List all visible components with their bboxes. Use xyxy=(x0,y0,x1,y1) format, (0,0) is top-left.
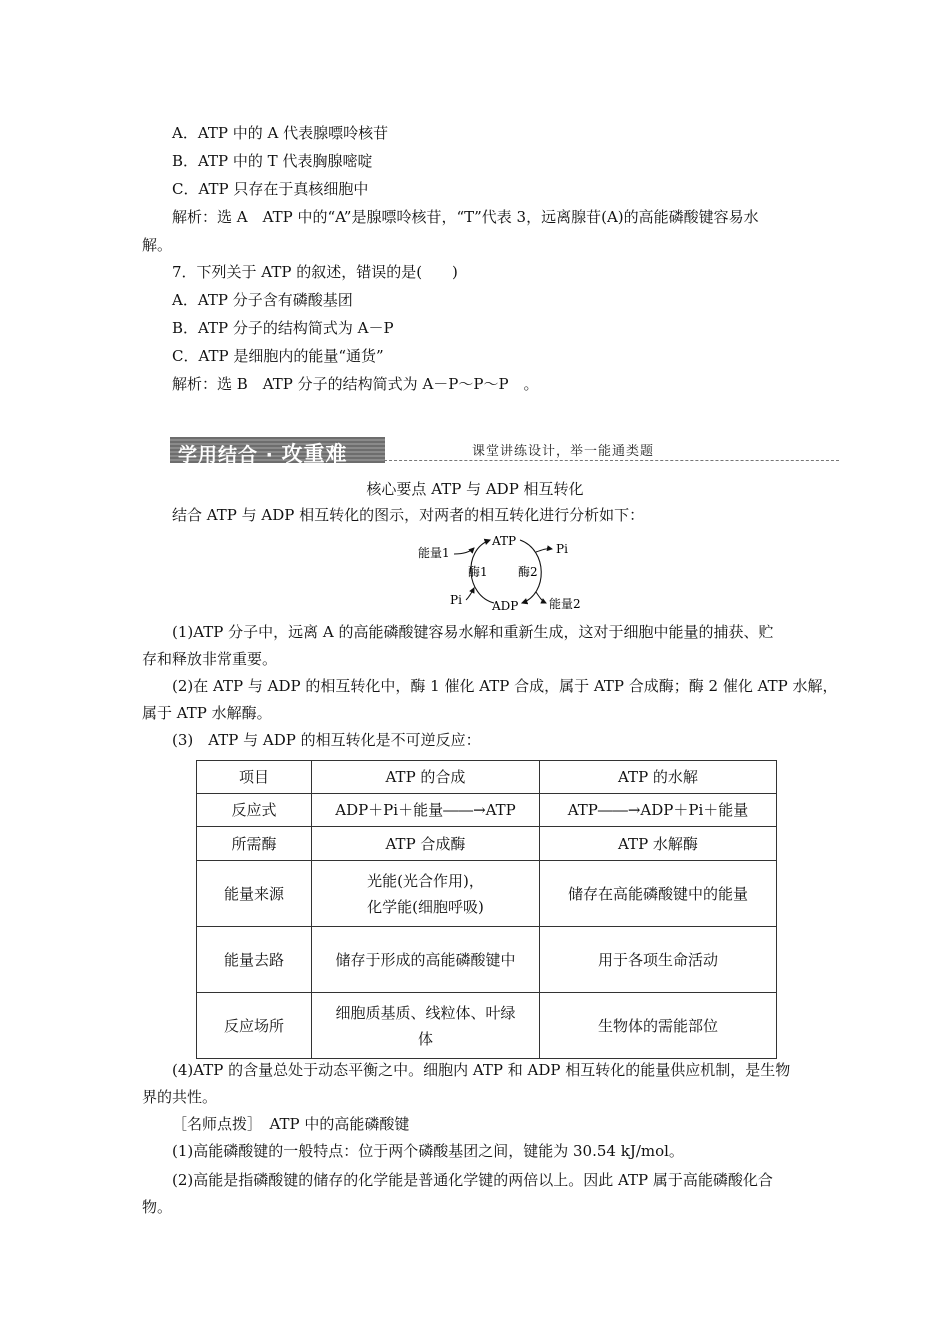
table-row xyxy=(197,993,777,1059)
adp-label: ADP xyxy=(492,599,519,613)
banner-title: 学用结合 · 攻重难 xyxy=(178,442,348,466)
table-row xyxy=(197,927,777,993)
table-row xyxy=(197,861,777,927)
q7-option-b: B．ATP 分子的结构简式为 A－P xyxy=(172,319,394,337)
table-cell: 反应式 xyxy=(197,794,312,827)
table-header-row xyxy=(197,761,777,794)
table-cell: 储存在高能磷酸键中的能量 xyxy=(540,861,777,927)
table-cell: 项目 xyxy=(197,761,312,794)
q7-option-c: C．ATP 是细胞内的能量“通货” xyxy=(172,347,384,365)
energy2-label: 能量2 xyxy=(549,597,581,611)
table-cell: ATP 的水解 xyxy=(540,761,777,794)
point3: (3) ATP 与 ADP 的相互转化是不可逆反应： xyxy=(172,731,481,749)
point4-cont: 界的共性。 xyxy=(142,1088,218,1106)
comparison-table xyxy=(196,760,777,1059)
table-cell: 储存于形成的高能磷酸键中 xyxy=(312,927,540,993)
tip-2-cont: 物。 xyxy=(142,1198,173,1216)
enzyme1-label: 酶1 xyxy=(468,565,488,579)
table-cell: ATP 的合成 xyxy=(312,761,540,794)
point4: (4)ATP 的含量总处于动态平衡之中。细胞内 ATP 和 ADP 相互转化的能量供应机制，是生物 xyxy=(172,1061,791,1079)
q7-option-a: A．ATP 分子含有磷酸基团 xyxy=(172,291,353,309)
table-row xyxy=(197,827,777,861)
table-cell: 能量来源 xyxy=(197,861,312,927)
point2-cont: 属于 ATP 水解酶。 xyxy=(142,704,272,722)
q6-option-a: A．ATP 中的 A 代表腺嘌呤核苷 xyxy=(172,124,389,142)
energy1-label: 能量1 xyxy=(418,546,450,560)
table-cell: ATP 合成酶 xyxy=(312,827,540,861)
q7-stem: 7．下列关于 ATP 的叙述，错误的是( ) xyxy=(172,263,458,281)
atp-adp-cycle-diagram xyxy=(418,530,593,615)
point1-cont: 存和释放非常重要。 xyxy=(142,650,278,668)
enzyme2-label: 酶2 xyxy=(518,565,538,579)
table-cell: 所需酶 xyxy=(197,827,312,861)
q6-option-c: C．ATP 只存在于真核细胞中 xyxy=(172,180,369,198)
q6-analysis-cont: 解。 xyxy=(142,236,173,254)
table-cell: 反应场所 xyxy=(197,993,312,1059)
table-cell: ADP＋Pi＋能量――→ATP xyxy=(312,794,540,827)
tip-1: (1)高能磷酸键的一般特点：位于两个磷酸基团之间，键能为 30.54 kJ/mol。 xyxy=(172,1142,684,1160)
intro-text: 结合 ATP 与 ADP 相互转化的图示，对两者的相互转化进行分析如下： xyxy=(172,506,645,524)
table-cell: ATP――→ADP＋Pi＋能量 xyxy=(540,794,777,827)
tip-title: ［名师点拨］ ATP 中的高能磷酸键 xyxy=(172,1115,410,1133)
q6-analysis: 解析：选 A ATP 中的“A”是腺嘌呤核苷，“T”代表 3，远离腺苷(A)的高能磷酸键容易水 xyxy=(172,208,759,226)
section-banner xyxy=(170,437,385,466)
table-cell: 能量去路 xyxy=(197,927,312,993)
atp-label: ATP xyxy=(492,534,517,548)
point1: (1)ATP 分子中，远离 A 的高能磷酸键容易水解和重新生成，这对于细胞中能量的捕获、贮 xyxy=(172,623,774,641)
point2: (2)在 ATP 与 ADP 的相互转化中，酶 1 催化 ATP 合成，属于 ATP 合成酶；酶 2 催化 ATP 水解， xyxy=(172,677,838,695)
section-title: 核心要点 ATP 与 ADP 相互转化 xyxy=(366,480,584,498)
banner-subtitle: 课堂讲练设计，举一能通类题 xyxy=(472,444,655,459)
tip-2: (2)高能是指磷酸键的储存的化学能是普通化学键的两倍以上。因此 ATP 属于高能磷酸化合 xyxy=(172,1171,773,1189)
q6-option-b: B．ATP 中的 T 代表胸腺嘧啶 xyxy=(172,152,373,170)
table-cell: 细胞质基质、线粒体、叶绿 体 xyxy=(312,993,540,1059)
q7-analysis: 解析：选 B ATP 分子的结构简式为 A－P～P～P 。 xyxy=(172,375,539,393)
banner-divider xyxy=(384,460,839,461)
table-cell: 光能(光合作用)， 化学能(细胞呼吸) xyxy=(312,861,540,927)
table-cell: 生物体的需能部位 xyxy=(540,993,777,1059)
table-cell: 用于各项生命活动 xyxy=(540,927,777,993)
table-row xyxy=(197,794,777,827)
table-cell: ATP 水解酶 xyxy=(540,827,777,861)
pi-top-label: Pi xyxy=(556,542,568,556)
pi-bottom-label: Pi xyxy=(450,593,462,607)
